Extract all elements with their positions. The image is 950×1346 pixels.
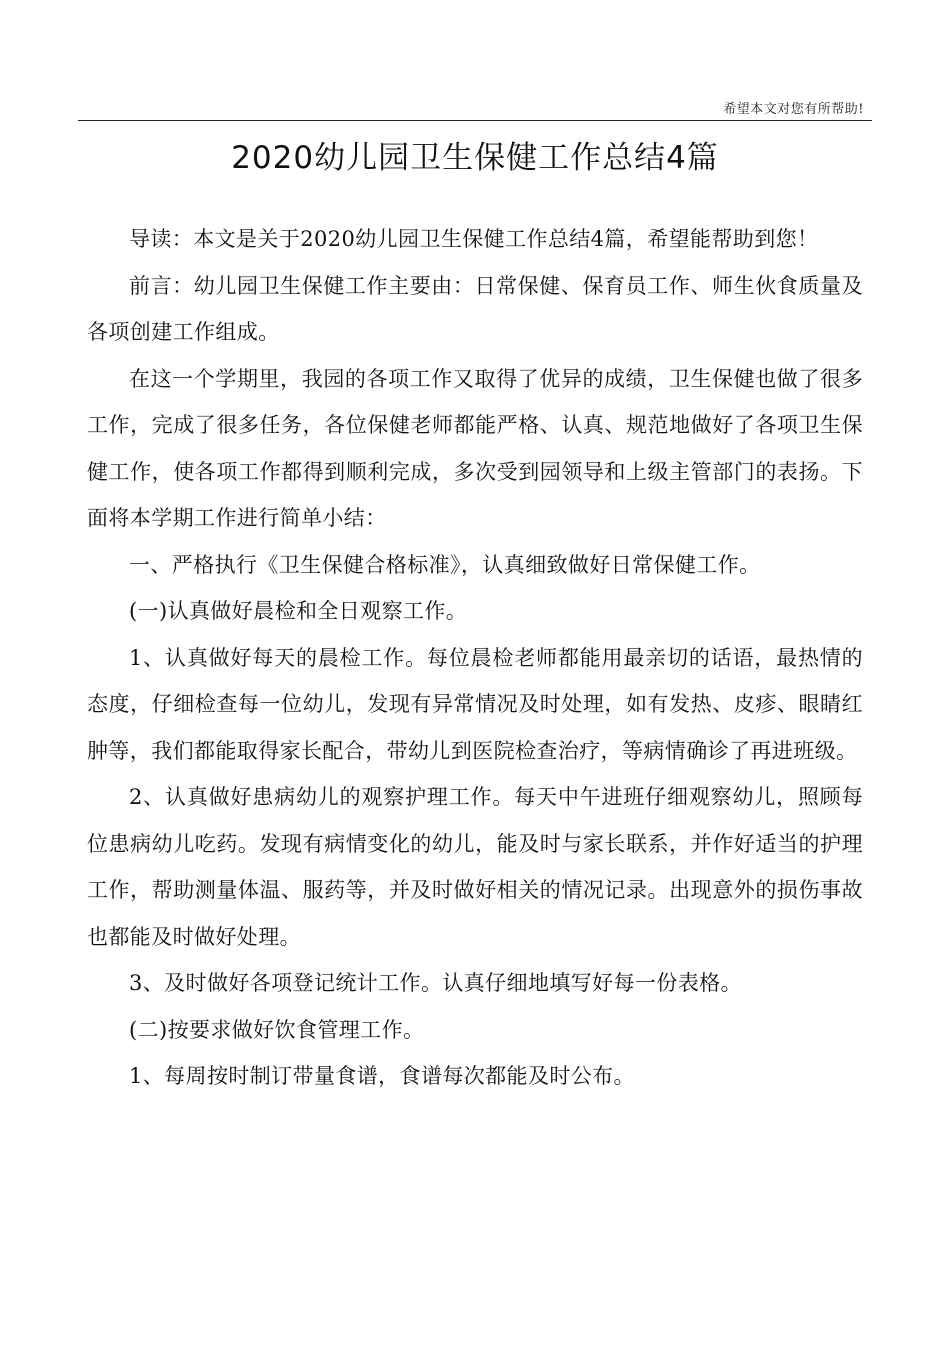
paragraph-item-4: 1、每周按时制订带量食谱，食谱每次都能及时公布。 (129, 1064, 635, 1088)
paragraph-item-1: 1、认真做好每天的晨检工作。每位晨检老师都能用最亲切的话语，最热情的态度，仔细检查每一位幼儿，发现有异常情况及时处理，如有发热、皮疹、眼睛红肿等，我们都能取得家长配合，带幼儿到医院检查治疗，等病情确诊了再进班级。 (87, 645, 863, 763)
document-body (87, 216, 863, 1100)
paragraph-overview: 在这一个学期里，我园的各项工作又取得了优异的成绩，卫生保健也做了很多工作，完成了很多任务，各位保健老师都能严格、认真、规范地做好了各项卫生保健工作，使各项工作都得到顺利完成，多次受到园领导和上级主管部门的表扬。下面将本学期工作进行简单小结： (87, 366, 863, 530)
paragraph-item-2: 2、认真做好患病幼儿的观察护理工作。每天中午进班仔细观察幼儿，照顾每位患病幼儿吃药。发现有病情变化的幼儿，能及时与家长联系，并作好适当的护理工作，帮助测量体温、服药等，并及时做好相关的情况记录。出现意外的损伤事故也都能及时做好处理。 (87, 785, 863, 949)
header-note: 希望本文对您有所帮助! (723, 102, 864, 117)
document-title: 2020幼儿园卫生保健工作总结4篇 (231, 140, 719, 176)
subsection-heading-2: (二)按要求做好饮食管理工作。 (129, 1017, 425, 1042)
paragraph-item-3: 3、及时做好各项登记统计工作。认真仔细地填写好每一份表格。 (129, 971, 742, 995)
section-heading-1: 一、严格执行《卫生保健合格标准》，认真细致做好日常保健工作。 (129, 552, 761, 577)
subsection-heading-1: (一)认真做好晨检和全日观察工作。 (129, 599, 468, 623)
paragraph-intro: 导读：本文是关于2020幼儿园卫生保健工作总结4篇，希望能帮助到您！ (129, 227, 819, 251)
paragraph-preface: 前言：幼儿园卫生保健工作主要由：日常保健、保育员工作、师生伙食质量及各项创建工作组成。 (87, 273, 863, 344)
page-header (78, 96, 872, 121)
